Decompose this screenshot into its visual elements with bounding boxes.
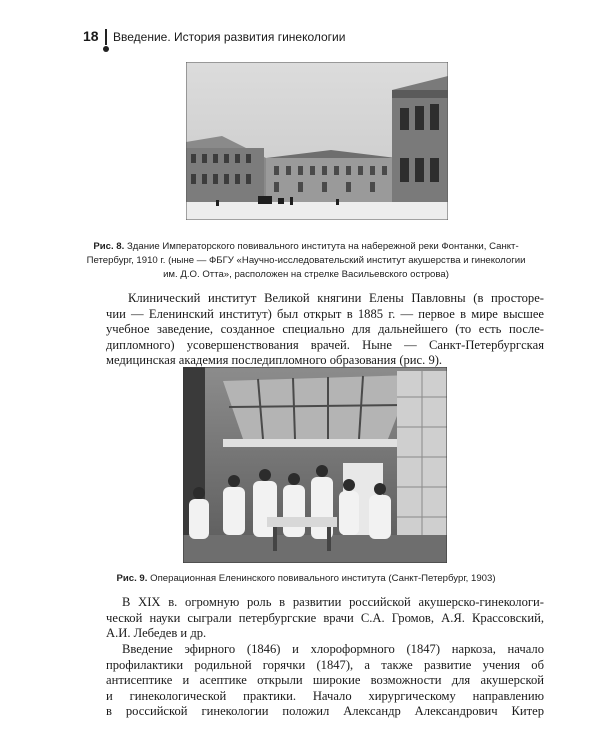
text-line: антисептике и асептике открыли широкие возможности для акушерской [106,673,544,687]
figure-9-caption [76,572,536,586]
figure-8-caption [76,240,536,282]
figure-8-caption-line: Здание Императорского повивального института на набережной реки Фонтанки, Санкт- [126,241,519,252]
text-line: профилактики родильной горячки (1847), а также развитие учения об [106,657,544,672]
paragraph-anesthesia [106,642,544,720]
figure-8-caption-line: им. Д.О. Отта», расположен на стрелке Васильевского острова) [163,269,449,280]
header-dot [103,46,109,52]
text-line: А.И. Лебедев и др. [106,626,207,640]
figure-9-photo [183,367,447,563]
header-divider [105,29,107,45]
figure-9-caption-text: Операционная Еленинского повивального института (Санкт-Петербург, 1903) [150,573,496,584]
text-line: дипломного) усовершенствования врачей. Ныне — Санкт-Петербургская [106,337,544,352]
running-header [83,28,543,48]
page-number: 18 [83,28,99,44]
text-line: медицинская академия последипломного образования (рис. 9). [106,353,443,367]
text-line: ческой науки сыграли петербургские врачи С.А. Громов, А.Я. Крассовский, [106,610,544,625]
text-line: В XIX в. огромную роль в развитии российской акушерско-гинекологи- [122,595,544,609]
text-line: учебное заведение, созданное специально для дальнейшего (то есть после- [106,322,544,336]
text-line: и гинекологической практики. Начало хирургическому направлению [106,688,544,703]
figure-8-caption-line: Петербург, 1910 г. (ныне — ФБГУ «Научно-исследовательский институт акушерства и гинекологии [86,255,526,266]
text-line: Введение эфирного (1846) и хлороформного (1847) наркоза, начало [122,642,544,656]
figure-8-label: Рис. 8. [93,241,125,252]
chapter-title: Введение. История развития гинекологии [113,30,346,44]
text-line: в российской гинекологии положил Александр Александрович Китер [106,704,544,718]
paragraph-xix-century [106,595,544,642]
text-line: чии — Еленинский институт) был открыт в 1885 г. — первое в мире высшее [106,306,544,321]
figure-8-photo [186,62,448,220]
paragraph-eleninsky-institute [106,291,544,369]
text-line: Клинический институт Великой княгини Елены Павловны (в просторе- [128,291,544,305]
figure-9-label: Рис. 9. [116,573,148,584]
